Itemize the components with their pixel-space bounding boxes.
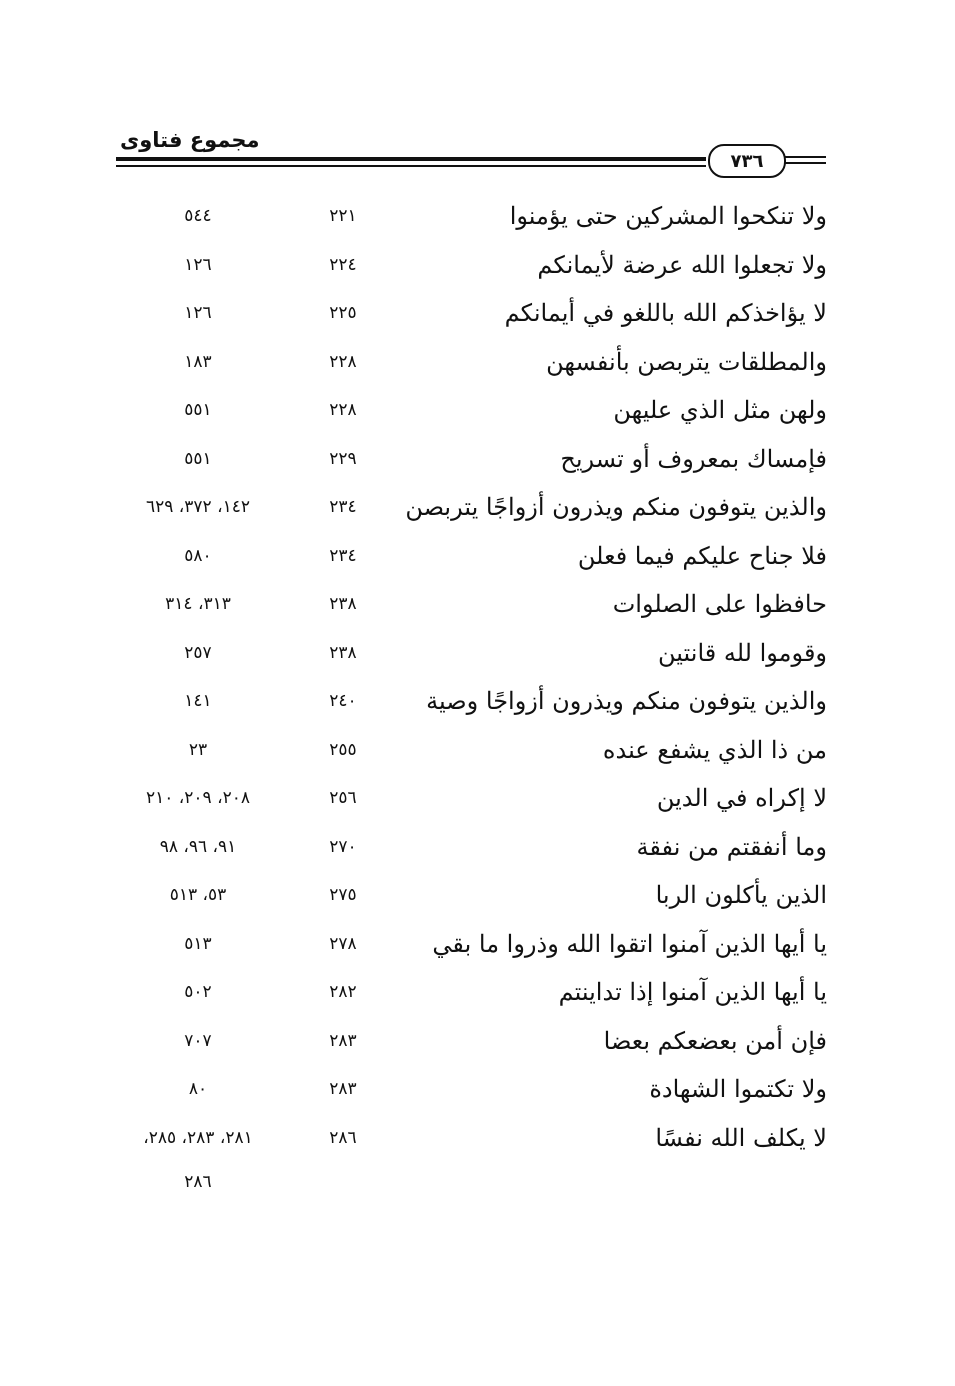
ayah-number: ٢٤٠ [329,691,357,711]
table-row [0,871,955,919]
table-row [0,289,955,337]
verse-text: لا إكراه في الدين [656,784,827,812]
ayah-number: ٢٣٤ [329,497,357,517]
page-references: ١٤١ [184,691,212,711]
verse-text: يا أيها الذين آمنوا إذا تداينتم [558,978,827,1006]
table-row [0,726,955,774]
verse-text: لا يكلف الله نفسًا [655,1123,827,1152]
table-row [0,435,955,483]
verse-text: يا أيها الذين آمنوا اتقوا الله وذروا ما بقي [432,929,827,958]
verse-text: والذين يتوفون منكم ويذرون أزواجًا يتربصن [405,493,827,521]
table-row [0,241,955,289]
verse-text: فإمساك بمعروف أو تسريح [560,444,827,473]
page-references-continued: ٢٨٦ [184,1172,212,1192]
page-references: ٩١، ٩٦، ٩٨ [159,836,237,857]
verse-text: ولهن مثل الذي عليهن [613,396,827,424]
ayah-number: ٢٢٨ [329,400,357,420]
ayah-number: ٢٢٥ [329,303,357,323]
page-header [116,118,826,176]
page-references: ٥٥١ [184,448,212,469]
ayah-number: ٢٥٦ [329,788,357,808]
ayah-number: ٢٢١ [329,206,357,226]
ayah-number: ٢٧٠ [329,836,357,857]
ornament-line-bottom [784,162,826,164]
table-row [0,823,955,871]
header-rule-thin [116,165,706,167]
ayah-number: ٢٨٦ [329,1127,357,1148]
verse-text: الذين يأكلون الربا [655,881,827,909]
page-references: ٥٤٤ [184,206,212,226]
verse-text: والذين يتوفون منكم ويذرون أزواجًا وصية [426,687,827,715]
ayah-number: ٢٣٨ [329,594,357,614]
ayah-number: ٢٢٨ [329,351,357,372]
table-row [0,774,955,822]
page-references: ٥١٣ [184,933,212,954]
table-row [0,968,955,1016]
page-references: ٥٥١ [184,400,212,420]
ayah-number: ٢٧٨ [329,933,357,954]
page-references: ٥٠٢ [184,982,212,1002]
verse-text: من ذا الذي يشفع عنده [602,735,827,764]
page-references: ١٢٦ [184,254,212,275]
ayah-number: ٢٣٨ [329,642,357,663]
page-references: ١٨٣ [184,351,212,372]
page-references: ٢٠٨، ٢٠٩، ٢١٠ [146,788,250,808]
page-references: ٢٥٧ [184,642,212,663]
book-title: مجموع فتاوى [120,128,260,152]
page-references: ٨٠ [188,1079,208,1099]
ayah-number: ٢٨٢ [329,982,357,1002]
ayah-number: ٢٢٤ [329,254,357,275]
table-row [0,338,955,386]
verse-text: فإن أمن بعضعكم بعضا [603,1026,827,1055]
verse-text: ولا تنكحوا المشركين حتى يؤمنوا [509,202,827,230]
table-row [0,483,955,531]
ayah-number: ٢٨٣ [329,1030,357,1051]
verse-text: فلا جناح عليكم فيما فعلن [577,541,827,570]
verse-text: لا يؤاخذكم الله باللغو في أيمانكم [504,299,827,327]
page-references: ١٢٦ [184,303,212,323]
verse-text: حافظوا على الصلوات [612,590,827,618]
verse-text: وقوموا لله قانتين [658,638,827,667]
ayah-number: ٢٧٥ [329,885,357,905]
page-references: ٢٨١، ٢٨٣، ٢٨٥، [143,1127,253,1148]
verse-text: ولا تجعلوا الله عرضة لأيمانكم [537,250,827,279]
table-row [0,629,955,677]
verse-text: ولا تكتموا الشهادة [649,1075,827,1103]
table-row [0,677,955,725]
table-row [0,1065,955,1113]
verse-text: وما أنفقتم من نفقة [636,832,827,861]
ornament-line-top [784,156,826,158]
page-references: ٥٣، ٥١٣ [169,885,227,905]
page-number: ٧٣٦ [708,144,786,178]
ayah-number: ٢٢٩ [329,448,357,469]
verse-text: والمطلقات يتربصن بأنفسهن [546,347,827,376]
page-references: ٥٨٠ [184,545,212,566]
table-row [0,532,955,580]
ayah-number: ٢٨٣ [329,1079,357,1099]
page-references: ٢٣ [188,739,208,760]
ayah-number: ٢٣٤ [329,545,357,566]
page-references: ٧٠٧ [184,1030,212,1051]
table-row [0,1114,955,1162]
table-row [0,192,955,240]
table-row [0,386,955,434]
page-references: ١٤٢، ٣٧٢، ٦٢٩ [146,497,250,517]
table-row [0,1017,955,1065]
header-rule-thick [116,157,706,161]
page-references: ٣١٣، ٣١٤ [165,594,231,614]
table-row [0,920,955,968]
ayah-number: ٢٥٥ [329,739,357,760]
table-row [0,580,955,628]
